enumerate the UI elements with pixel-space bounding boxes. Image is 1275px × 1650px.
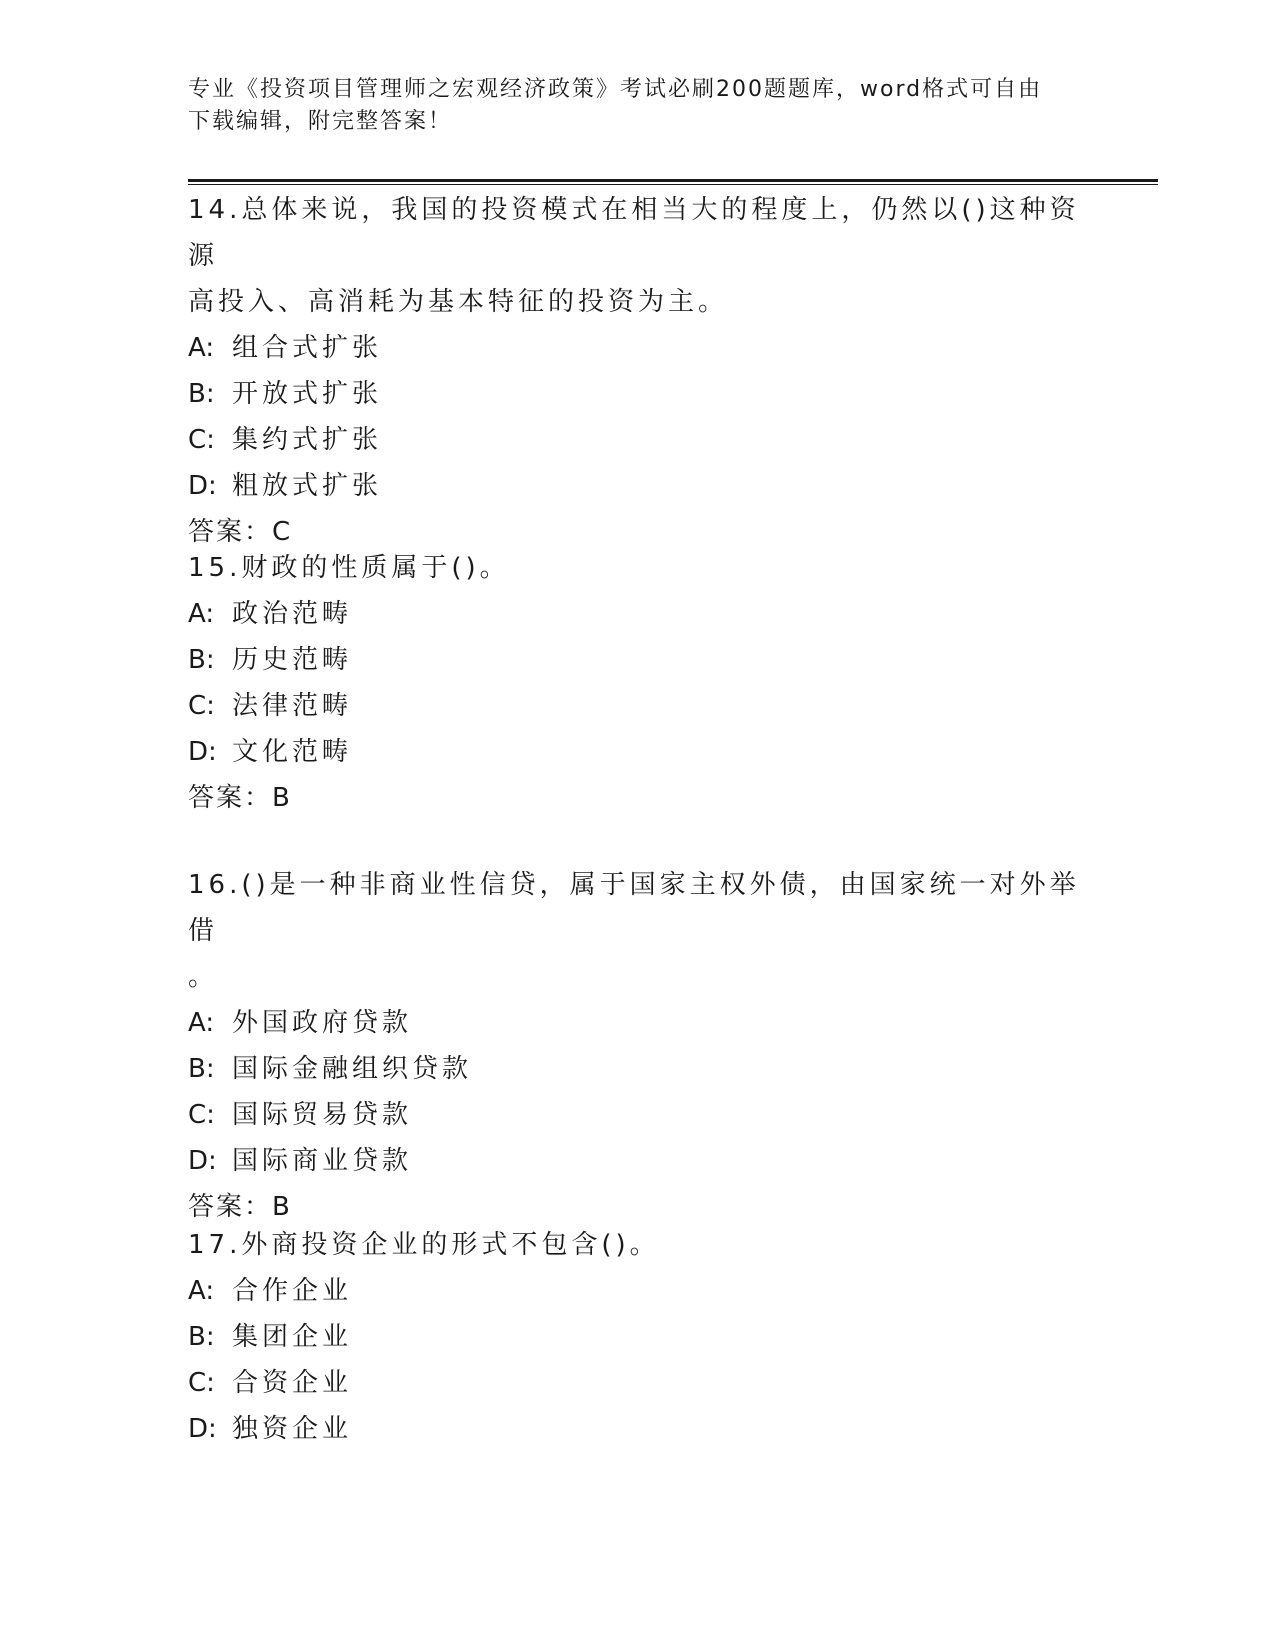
- question-text-line-2: 高投入、高消耗为基本特征的投资为主。: [188, 287, 729, 317]
- option-key: D:: [188, 471, 217, 501]
- option-text: 合作企业: [232, 1276, 353, 1306]
- option-text: 开放式扩张: [232, 379, 383, 409]
- option-key: B:: [188, 1322, 215, 1352]
- option-a: [188, 1000, 1088, 1046]
- option-text: 政治范畴: [232, 599, 353, 629]
- option-text: 国际贸易贷款: [232, 1100, 413, 1130]
- option-d: [188, 463, 1088, 509]
- option-c: [188, 417, 1088, 463]
- option-a: [188, 325, 1088, 371]
- question-text-line-1: 14.总体来说，我国的投资模式在相当大的程度上，仍然以()这种资源: [188, 195, 1080, 271]
- option-key: A:: [188, 599, 215, 629]
- question-14: [188, 187, 1088, 555]
- question-text-line-1: 15.财政的性质属于()。: [188, 553, 510, 583]
- question-17: [188, 1222, 1088, 1452]
- option-key: A:: [188, 333, 215, 363]
- header-line-1: 专业《投资项目管理师之宏观经济政策》考试必刷200题题库，word格式可自由: [188, 77, 1043, 102]
- header-divider-thin: [188, 184, 1158, 185]
- option-c: [188, 1092, 1088, 1138]
- option-key: B:: [188, 645, 215, 675]
- option-key: C:: [188, 691, 215, 721]
- option-key: A:: [188, 1008, 215, 1038]
- option-key: D:: [188, 1414, 217, 1444]
- option-text: 历史范畴: [232, 645, 353, 675]
- option-key: C:: [188, 1368, 215, 1398]
- option-text: 组合式扩张: [232, 333, 383, 363]
- document-header: [188, 74, 1088, 138]
- option-d: [188, 1406, 1088, 1452]
- question-16: [188, 862, 1088, 1230]
- option-text: 合资企业: [232, 1368, 353, 1398]
- option-text: 集约式扩张: [232, 425, 383, 455]
- header-divider-thick: [188, 179, 1158, 182]
- option-key: B:: [188, 379, 215, 409]
- option-text: 国际商业贷款: [232, 1146, 413, 1176]
- option-text: 集团企业: [232, 1322, 353, 1352]
- option-text: 独资企业: [232, 1414, 353, 1444]
- option-text: 文化范畴: [232, 737, 353, 767]
- question-text-line-1: 17.外商投资企业的形式不包含()。: [188, 1230, 660, 1260]
- question-15: [188, 545, 1088, 821]
- question-text-line-1: 16.()是一种非商业性信贷，属于国家主权外债，由国家统一对外举借: [188, 870, 1080, 946]
- option-text: 国际金融组织贷款: [232, 1054, 473, 1084]
- option-text: 法律范畴: [232, 691, 353, 721]
- option-key: C:: [188, 1100, 215, 1130]
- option-b: [188, 1046, 1088, 1092]
- option-key: D:: [188, 1146, 217, 1176]
- option-d: [188, 1138, 1088, 1184]
- option-key: C:: [188, 425, 215, 455]
- answer: 答案：C: [188, 517, 293, 547]
- option-c: [188, 683, 1088, 729]
- option-key: D:: [188, 737, 217, 767]
- option-d: [188, 729, 1088, 775]
- option-b: [188, 1314, 1088, 1360]
- question-text-line-2: 。: [188, 962, 219, 992]
- option-text: 外国政府贷款: [232, 1008, 413, 1038]
- answer: 答案：B: [188, 783, 292, 813]
- header-line-2: 下载编辑，附完整答案！: [188, 109, 453, 134]
- option-b: [188, 371, 1088, 417]
- option-b: [188, 637, 1088, 683]
- option-a: [188, 1268, 1088, 1314]
- option-key: B:: [188, 1054, 215, 1084]
- option-c: [188, 1360, 1088, 1406]
- option-a: [188, 591, 1088, 637]
- answer: 答案：B: [188, 1192, 292, 1222]
- option-key: A:: [188, 1276, 215, 1306]
- option-text: 粗放式扩张: [232, 471, 383, 501]
